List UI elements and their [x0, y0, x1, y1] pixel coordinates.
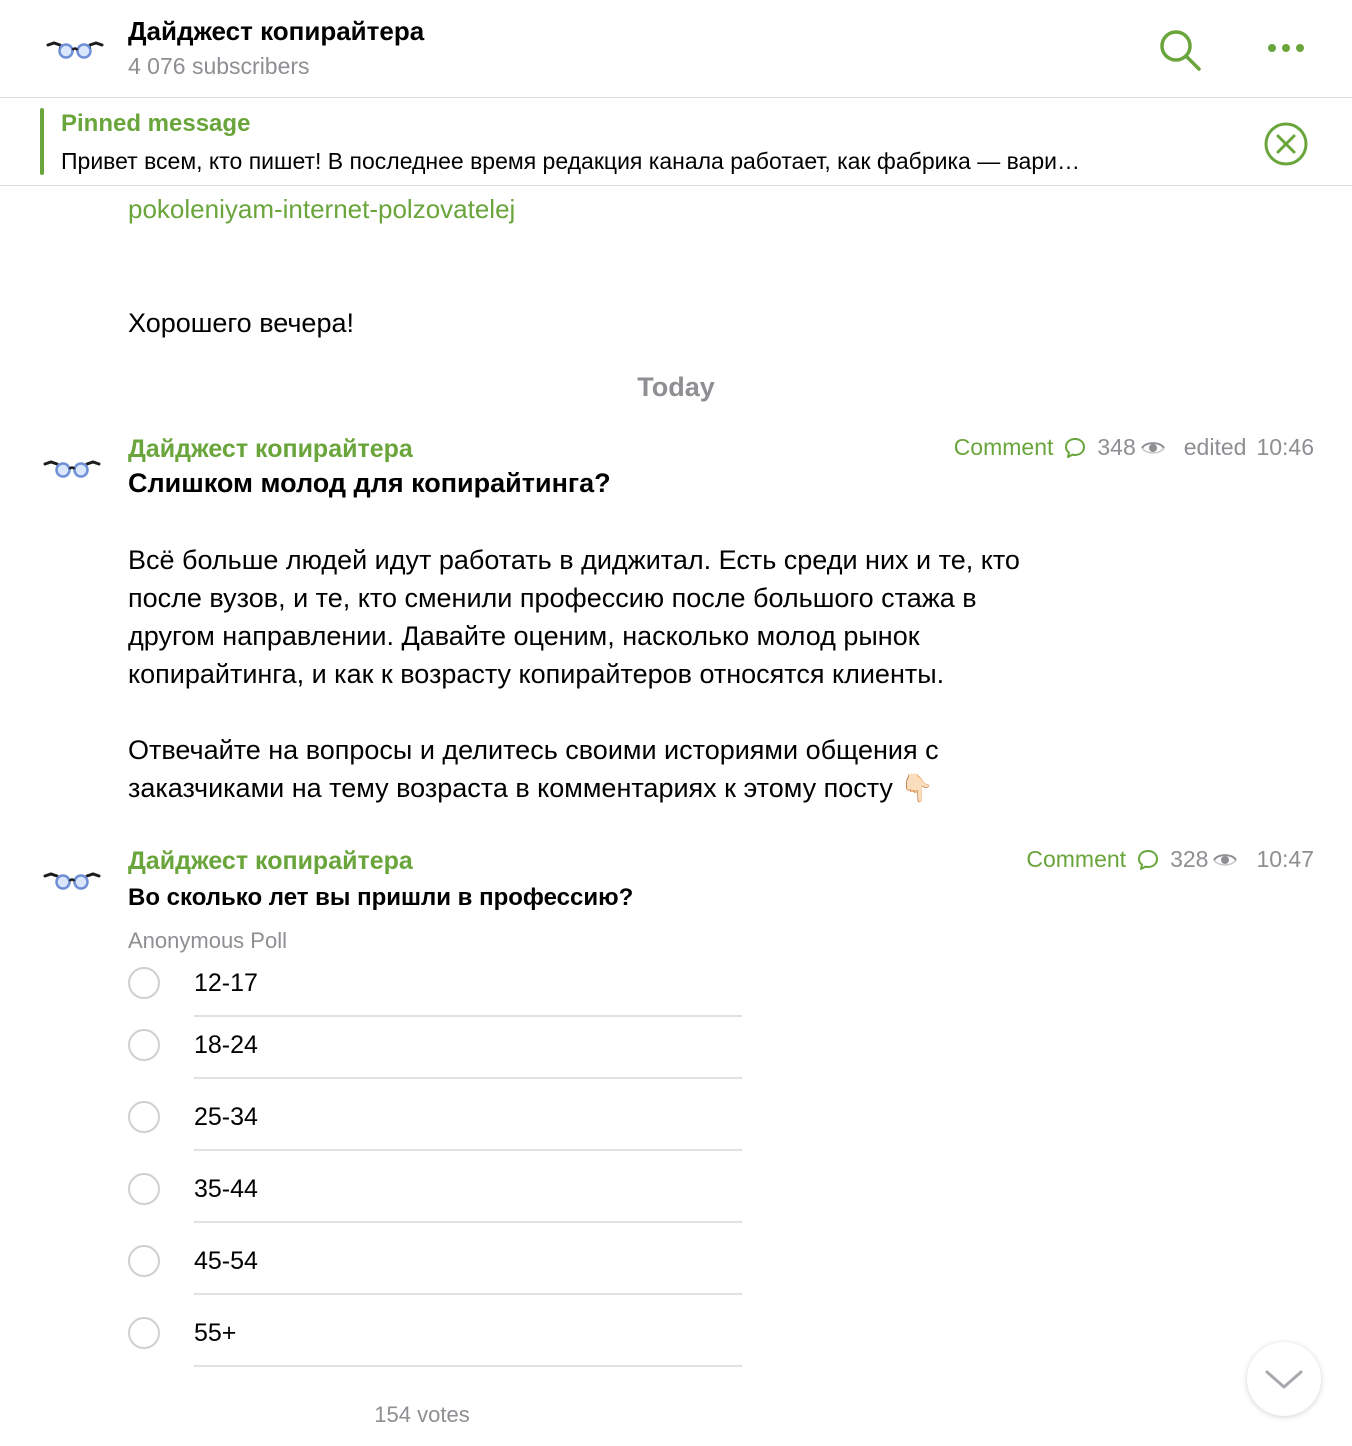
poll-option-label: 12-17: [194, 969, 258, 997]
chat-header: [0, 0, 1352, 98]
post-line: другом направлении. Давайте оценим, насколько молод рынок: [128, 621, 920, 651]
view-count: 348: [1097, 434, 1136, 460]
date-separator: Today: [637, 372, 715, 402]
post-time: 10:47: [1256, 846, 1314, 872]
poll-vote-count: 154 votes: [374, 1402, 470, 1427]
post-line: копирайтинга, и как к возрасту копирайтеров относятся клиенты.: [128, 659, 945, 689]
poll-type: Anonymous Poll: [128, 928, 287, 953]
channel-title[interactable]: Дайджест копирайтера: [128, 16, 425, 46]
post-time: 10:46: [1256, 434, 1314, 460]
post-line: заказчиками на тему возраста в комментариях к этому посту 👇🏻: [128, 773, 935, 803]
poll-option-4[interactable]: [128, 1245, 742, 1305]
poll-option-5[interactable]: [128, 1317, 742, 1377]
edited-label: edited: [1183, 434, 1247, 460]
view-count: 328: [1170, 846, 1209, 872]
post-line: после вузов, и те, кто сменили профессию после большого стажа в: [128, 583, 977, 613]
message-text: Хорошего вечера!: [128, 308, 354, 338]
post-sender[interactable]: Дайджест копирайтера: [128, 847, 413, 875]
post-line: Всё больше людей идут работать в диджитал. Есть среди них и те, кто: [128, 545, 1020, 575]
poll-option-divider: [194, 1077, 742, 1079]
poll-option-divider: [194, 1149, 742, 1151]
post-title: Слишком молод для копирайтинга?: [128, 468, 611, 498]
more-dots-icon[interactable]: [1260, 32, 1312, 62]
eye-icon: [1212, 850, 1238, 870]
comment-button[interactable]: [1026, 846, 1160, 873]
comment-bubble-icon: [1136, 848, 1160, 872]
poll-option-divider: [194, 1365, 742, 1367]
subscriber-count: 4 076 subscribers: [128, 53, 310, 79]
poll-option-label: 55+: [194, 1319, 237, 1347]
poll-question: Во сколько лет вы пришли в профессию?: [128, 884, 634, 911]
comment-button[interactable]: [954, 434, 1088, 461]
poll-option-1[interactable]: [128, 1029, 742, 1089]
poll-option-0[interactable]: [128, 967, 742, 1027]
poll-option-2[interactable]: [128, 1101, 742, 1161]
poll-radio[interactable]: [128, 1245, 160, 1277]
poll-radio[interactable]: [128, 1101, 160, 1133]
poll-radio[interactable]: [128, 1173, 160, 1205]
poll-radio[interactable]: [128, 1029, 160, 1061]
poll-option-label: 45-54: [194, 1247, 258, 1275]
pinned-message-bar[interactable]: [0, 98, 1352, 186]
poll-radio[interactable]: [128, 967, 160, 999]
close-circle-icon[interactable]: [1262, 120, 1310, 168]
poll-option-label: 18-24: [194, 1031, 258, 1059]
pinned-text: Привет всем, кто пишет! В последнее время редакция канала работает, как фабрика — вари…: [61, 148, 1080, 174]
poll-option-label: 25-34: [194, 1103, 258, 1131]
poll-option-label: 35-44: [194, 1175, 258, 1203]
comment-label: Comment: [1026, 846, 1127, 872]
post-meta: [954, 434, 1314, 461]
chevron-down-icon: [1247, 1342, 1321, 1416]
post-avatar-glasses-icon[interactable]: [42, 455, 102, 485]
post-body-paragraph-1: [128, 541, 1020, 693]
comment-label: Comment: [953, 434, 1054, 460]
message-link[interactable]: pokoleniyam-internet-polzovatelej: [128, 194, 516, 224]
search-icon[interactable]: [1154, 24, 1206, 76]
post-body-paragraph-2: [128, 731, 939, 807]
poll-option-divider: [194, 1015, 742, 1017]
poll-option-divider: [194, 1221, 742, 1223]
scroll-to-bottom-button[interactable]: [1247, 1342, 1321, 1416]
poll-radio[interactable]: [128, 1317, 160, 1349]
post-avatar-glasses-icon[interactable]: [42, 867, 102, 897]
post-meta: [1026, 846, 1314, 873]
channel-avatar-glasses-icon[interactable]: [45, 36, 105, 66]
post-line: Отвечайте на вопросы и делитесь своими историями общения с: [128, 735, 939, 765]
poll-option-divider: [194, 1293, 742, 1295]
comment-bubble-icon: [1063, 436, 1087, 460]
poll-option-3[interactable]: [128, 1173, 742, 1233]
pinned-accent-bar: [40, 108, 44, 175]
pinned-label: Pinned message: [61, 110, 251, 137]
post-sender[interactable]: Дайджест копирайтера: [128, 435, 413, 463]
eye-icon: [1140, 438, 1166, 458]
